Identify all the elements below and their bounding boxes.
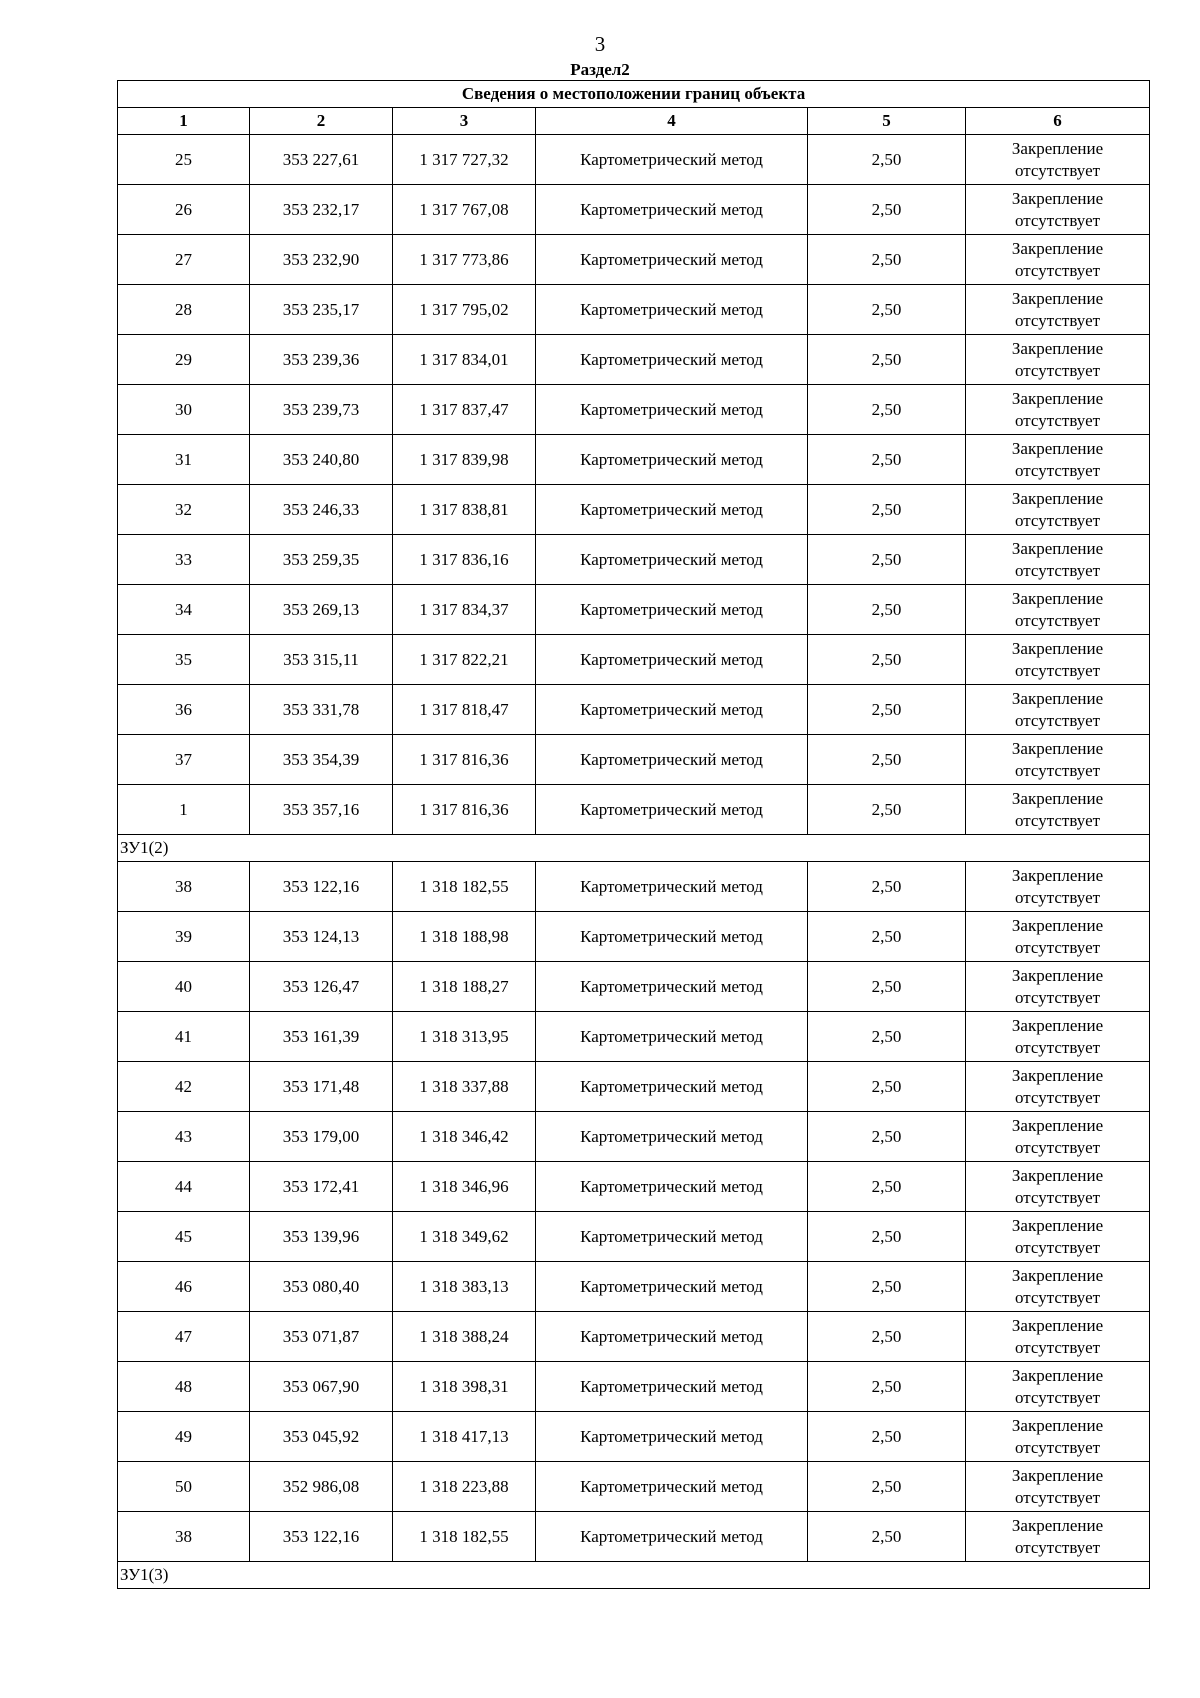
table-row bbox=[118, 1212, 1150, 1262]
method-cell: Картометрический метод bbox=[536, 135, 808, 185]
table-row bbox=[118, 185, 1150, 235]
method-cell: Картометрический метод bbox=[536, 185, 808, 235]
accuracy-cell: 2,50 bbox=[808, 385, 966, 435]
coordinate-x: 353 172,41 bbox=[250, 1162, 393, 1212]
coordinate-x: 353 067,90 bbox=[250, 1362, 393, 1412]
fixing-description bbox=[966, 862, 1150, 912]
coordinate-x: 353 354,39 bbox=[250, 735, 393, 785]
fixing-line-2: отсутствует bbox=[1015, 760, 1101, 780]
fixing-line-1: Закрепление bbox=[1011, 1215, 1104, 1235]
coordinate-y: 1 317 816,36 bbox=[393, 735, 536, 785]
fixing-line-2: отсутствует bbox=[1015, 310, 1101, 330]
table-row bbox=[118, 1112, 1150, 1162]
coordinate-y: 1 317 795,02 bbox=[393, 285, 536, 335]
table-row bbox=[118, 485, 1150, 535]
table-row bbox=[118, 1462, 1150, 1512]
point-number: 33 bbox=[118, 535, 250, 585]
column-header: 6 bbox=[966, 108, 1150, 135]
point-number: 44 bbox=[118, 1162, 250, 1212]
fixing-line-1: Закрепление bbox=[1011, 288, 1104, 308]
accuracy-cell: 2,50 bbox=[808, 1112, 966, 1162]
column-header: 5 bbox=[808, 108, 966, 135]
coordinate-x: 353 357,16 bbox=[250, 785, 393, 835]
fixing-line-2: отсутствует bbox=[1015, 210, 1101, 230]
coordinate-y: 1 317 822,21 bbox=[393, 635, 536, 685]
land-plot-label-3-row bbox=[118, 1562, 1150, 1589]
accuracy-cell: 2,50 bbox=[808, 235, 966, 285]
fixing-line-1: Закрепление bbox=[1011, 1365, 1104, 1385]
point-number: 45 bbox=[118, 1212, 250, 1262]
page-number: 3 bbox=[594, 32, 606, 56]
fixing-description bbox=[966, 1162, 1150, 1212]
fixing-line-1: Закрепление bbox=[1011, 1265, 1104, 1285]
accuracy-cell: 2,50 bbox=[808, 585, 966, 635]
table-row bbox=[118, 535, 1150, 585]
coordinate-y: 1 317 816,36 bbox=[393, 785, 536, 835]
fixing-line-2: отсутствует bbox=[1015, 710, 1101, 730]
accuracy-cell: 2,50 bbox=[808, 685, 966, 735]
fixing-line-2: отсутствует bbox=[1015, 360, 1101, 380]
column-header: 3 bbox=[393, 108, 536, 135]
fixing-line-2: отсутствует bbox=[1015, 1087, 1101, 1107]
table-row bbox=[118, 1312, 1150, 1362]
coordinate-y: 1 318 383,13 bbox=[393, 1262, 536, 1312]
fixing-description bbox=[966, 1462, 1150, 1512]
method-cell: Картометрический метод bbox=[536, 1512, 808, 1562]
coordinate-y: 1 318 349,62 bbox=[393, 1212, 536, 1262]
method-cell: Картометрический метод bbox=[536, 485, 808, 535]
fixing-line-2: отсутствует bbox=[1015, 510, 1101, 530]
fixing-line-1: Закрепление bbox=[1011, 915, 1104, 935]
fixing-line-1: Закрепление bbox=[1011, 588, 1104, 608]
accuracy-cell: 2,50 bbox=[808, 785, 966, 835]
point-number: 47 bbox=[118, 1312, 250, 1362]
coordinate-x: 353 227,61 bbox=[250, 135, 393, 185]
coordinate-y: 1 318 182,55 bbox=[393, 862, 536, 912]
accuracy-cell: 2,50 bbox=[808, 1262, 966, 1312]
fixing-description bbox=[966, 1412, 1150, 1462]
fixing-description bbox=[966, 185, 1150, 235]
point-number: 26 bbox=[118, 185, 250, 235]
table-row bbox=[118, 1012, 1150, 1062]
table-row bbox=[118, 785, 1150, 835]
method-cell: Картометрический метод bbox=[536, 685, 808, 735]
table-row bbox=[118, 912, 1150, 962]
coordinate-x: 353 071,87 bbox=[250, 1312, 393, 1362]
fixing-line-2: отсутствует bbox=[1015, 1137, 1101, 1157]
coordinate-y: 1 317 767,08 bbox=[393, 185, 536, 235]
fixing-description bbox=[966, 735, 1150, 785]
accuracy-cell: 2,50 bbox=[808, 1012, 966, 1062]
coordinate-y: 1 317 839,98 bbox=[393, 435, 536, 485]
fixing-description bbox=[966, 635, 1150, 685]
fixing-line-1: Закрепление bbox=[1011, 388, 1104, 408]
fixing-description bbox=[966, 912, 1150, 962]
accuracy-cell: 2,50 bbox=[808, 1062, 966, 1112]
point-number: 38 bbox=[118, 1512, 250, 1562]
coordinate-y: 1 317 834,37 bbox=[393, 585, 536, 635]
accuracy-cell: 2,50 bbox=[808, 1312, 966, 1362]
coordinate-x: 353 269,13 bbox=[250, 585, 393, 635]
table-row bbox=[118, 1262, 1150, 1312]
land-plot-label-2-row bbox=[118, 835, 1150, 862]
method-cell: Картометрический метод bbox=[536, 285, 808, 335]
accuracy-cell: 2,50 bbox=[808, 135, 966, 185]
coordinate-x: 353 239,36 bbox=[250, 335, 393, 385]
point-number: 41 bbox=[118, 1012, 250, 1062]
fixing-line-1: Закрепление bbox=[1011, 1465, 1104, 1485]
fixing-line-2: отсутствует bbox=[1015, 1337, 1101, 1357]
fixing-line-2: отсутствует bbox=[1015, 610, 1101, 630]
point-number: 31 bbox=[118, 435, 250, 485]
coordinate-x: 353 171,48 bbox=[250, 1062, 393, 1112]
fixing-line-1: Закрепление bbox=[1011, 338, 1104, 358]
table-row bbox=[118, 335, 1150, 385]
coordinate-x: 353 045,92 bbox=[250, 1412, 393, 1462]
table-row bbox=[118, 862, 1150, 912]
accuracy-cell: 2,50 bbox=[808, 1162, 966, 1212]
method-cell: Картометрический метод bbox=[536, 1312, 808, 1362]
fixing-line-1: Закрепление bbox=[1011, 865, 1104, 885]
accuracy-cell: 2,50 bbox=[808, 485, 966, 535]
coordinate-x: 353 122,16 bbox=[250, 1512, 393, 1562]
fixing-description bbox=[966, 1512, 1150, 1562]
coordinate-x: 353 126,47 bbox=[250, 962, 393, 1012]
fixing-line-2: отсутствует bbox=[1015, 1237, 1101, 1257]
fixing-line-2: отсутствует bbox=[1015, 1187, 1101, 1207]
fixing-line-2: отсутствует bbox=[1015, 160, 1101, 180]
point-number: 1 bbox=[118, 785, 250, 835]
coordinate-x: 353 161,39 bbox=[250, 1012, 393, 1062]
fixing-line-2: отсутствует bbox=[1015, 937, 1101, 957]
accuracy-cell: 2,50 bbox=[808, 735, 966, 785]
fixing-line-1: Закрепление bbox=[1011, 738, 1104, 758]
fixing-line-1: Закрепление bbox=[1011, 538, 1104, 558]
table-row bbox=[118, 685, 1150, 735]
fixing-line-2: отсутствует bbox=[1015, 1437, 1101, 1457]
fixing-description bbox=[966, 1312, 1150, 1362]
point-number: 46 bbox=[118, 1262, 250, 1312]
fixing-line-1: Закрепление bbox=[1011, 1015, 1104, 1035]
fixing-description bbox=[966, 335, 1150, 385]
coordinate-y: 1 317 727,32 bbox=[393, 135, 536, 185]
accuracy-cell: 2,50 bbox=[808, 1412, 966, 1462]
point-number: 49 bbox=[118, 1412, 250, 1462]
coordinate-y: 1 318 223,88 bbox=[393, 1462, 536, 1512]
point-number: 37 bbox=[118, 735, 250, 785]
fixing-line-2: отсутствует bbox=[1015, 560, 1101, 580]
accuracy-cell: 2,50 bbox=[808, 185, 966, 235]
land-plot-label-3: ЗУ1(3) bbox=[118, 1562, 1150, 1589]
fixing-line-1: Закрепление bbox=[1011, 438, 1104, 458]
fixing-line-2: отсутствует bbox=[1015, 260, 1101, 280]
method-cell: Картометрический метод bbox=[536, 912, 808, 962]
coordinate-y: 1 318 188,98 bbox=[393, 912, 536, 962]
fixing-line-2: отсутствует bbox=[1015, 410, 1101, 430]
fixing-line-1: Закрепление bbox=[1011, 965, 1104, 985]
fixing-line-1: Закрепление bbox=[1011, 1165, 1104, 1185]
coordinate-y: 1 318 313,95 bbox=[393, 1012, 536, 1062]
fixing-line-1: Закрепление bbox=[1011, 1315, 1104, 1335]
fixing-description bbox=[966, 1112, 1150, 1162]
coordinate-y: 1 317 773,86 bbox=[393, 235, 536, 285]
coordinate-y: 1 318 388,24 bbox=[393, 1312, 536, 1362]
coordinate-x: 353 259,35 bbox=[250, 535, 393, 585]
fixing-description bbox=[966, 285, 1150, 335]
coordinate-y: 1 318 346,42 bbox=[393, 1112, 536, 1162]
fixing-description bbox=[966, 485, 1150, 535]
method-cell: Картометрический метод bbox=[536, 585, 808, 635]
accuracy-cell: 2,50 bbox=[808, 912, 966, 962]
fixing-line-1: Закрепление bbox=[1011, 1415, 1104, 1435]
accuracy-cell: 2,50 bbox=[808, 1462, 966, 1512]
accuracy-cell: 2,50 bbox=[808, 435, 966, 485]
coordinate-x: 353 235,17 bbox=[250, 285, 393, 335]
fixing-line-1: Закрепление bbox=[1011, 1065, 1104, 1085]
method-cell: Картометрический метод bbox=[536, 862, 808, 912]
fixing-description bbox=[966, 1212, 1150, 1262]
coordinate-y: 1 317 838,81 bbox=[393, 485, 536, 535]
fixing-line-1: Закрепление bbox=[1011, 188, 1104, 208]
table-row bbox=[118, 635, 1150, 685]
point-number: 42 bbox=[118, 1062, 250, 1112]
table-row bbox=[118, 735, 1150, 785]
coordinate-y: 1 318 337,88 bbox=[393, 1062, 536, 1112]
fixing-line-2: отсутствует bbox=[1015, 1287, 1101, 1307]
method-cell: Картометрический метод bbox=[536, 1412, 808, 1462]
table-row bbox=[118, 235, 1150, 285]
fixing-line-1: Закрепление bbox=[1011, 688, 1104, 708]
fixing-line-1: Закрепление bbox=[1011, 1115, 1104, 1135]
method-cell: Картометрический метод bbox=[536, 535, 808, 585]
coordinate-x: 353 246,33 bbox=[250, 485, 393, 535]
method-cell: Картометрический метод bbox=[536, 435, 808, 485]
table-caption: Сведения о местоположении границ объекта bbox=[118, 81, 1150, 108]
point-number: 29 bbox=[118, 335, 250, 385]
method-cell: Картометрический метод bbox=[536, 1212, 808, 1262]
coordinate-y: 1 318 417,13 bbox=[393, 1412, 536, 1462]
accuracy-cell: 2,50 bbox=[808, 535, 966, 585]
coordinate-x: 353 080,40 bbox=[250, 1262, 393, 1312]
method-cell: Картометрический метод bbox=[536, 1362, 808, 1412]
land-plot-label-2: ЗУ1(2) bbox=[118, 835, 1150, 862]
fixing-description bbox=[966, 385, 1150, 435]
table-caption-row bbox=[118, 81, 1150, 108]
method-cell: Картометрический метод bbox=[536, 635, 808, 685]
coordinate-x: 353 239,73 bbox=[250, 385, 393, 435]
fixing-line-1: Закрепление bbox=[1011, 238, 1104, 258]
fixing-line-1: Закрепление bbox=[1011, 488, 1104, 508]
accuracy-cell: 2,50 bbox=[808, 1212, 966, 1262]
fixing-line-1: Закрепление bbox=[1011, 1515, 1104, 1535]
point-number: 32 bbox=[118, 485, 250, 535]
table-header-row bbox=[118, 108, 1150, 135]
method-cell: Картометрический метод bbox=[536, 962, 808, 1012]
method-cell: Картометрический метод bbox=[536, 1162, 808, 1212]
table-row bbox=[118, 385, 1150, 435]
table-row bbox=[118, 1362, 1150, 1412]
fixing-line-2: отсутствует bbox=[1015, 460, 1101, 480]
accuracy-cell: 2,50 bbox=[808, 862, 966, 912]
coordinate-x: 353 315,11 bbox=[250, 635, 393, 685]
coordinate-x: 353 179,00 bbox=[250, 1112, 393, 1162]
coordinate-y: 1 318 398,31 bbox=[393, 1362, 536, 1412]
fixing-line-1: Закрепление bbox=[1011, 788, 1104, 808]
method-cell: Картометрический метод bbox=[536, 235, 808, 285]
method-cell: Картометрический метод bbox=[536, 1462, 808, 1512]
point-number: 50 bbox=[118, 1462, 250, 1512]
method-cell: Картометрический метод bbox=[536, 1012, 808, 1062]
table-row bbox=[118, 962, 1150, 1012]
coordinate-y: 1 317 836,16 bbox=[393, 535, 536, 585]
coordinate-x: 353 232,17 bbox=[250, 185, 393, 235]
fixing-line-1: Закрепление bbox=[1011, 138, 1104, 158]
method-cell: Картометрический метод bbox=[536, 1112, 808, 1162]
accuracy-cell: 2,50 bbox=[808, 335, 966, 385]
point-number: 30 bbox=[118, 385, 250, 435]
point-number: 34 bbox=[118, 585, 250, 635]
method-cell: Картометрический метод bbox=[536, 1262, 808, 1312]
column-header: 2 bbox=[250, 108, 393, 135]
point-number: 43 bbox=[118, 1112, 250, 1162]
coordinate-y: 1 317 818,47 bbox=[393, 685, 536, 735]
fixing-line-2: отсутствует bbox=[1015, 1487, 1101, 1507]
point-number: 28 bbox=[118, 285, 250, 335]
method-cell: Картометрический метод bbox=[536, 385, 808, 435]
fixing-description bbox=[966, 535, 1150, 585]
coordinate-x: 353 331,78 bbox=[250, 685, 393, 735]
coordinate-y: 1 318 188,27 bbox=[393, 962, 536, 1012]
point-number: 35 bbox=[118, 635, 250, 685]
fixing-line-2: отсутствует bbox=[1015, 1037, 1101, 1057]
fixing-description bbox=[966, 135, 1150, 185]
fixing-description bbox=[966, 685, 1150, 735]
accuracy-cell: 2,50 bbox=[808, 635, 966, 685]
fixing-line-2: отсутствует bbox=[1015, 1387, 1101, 1407]
fixing-line-2: отсутствует bbox=[1015, 1537, 1101, 1557]
fixing-description bbox=[966, 785, 1150, 835]
fixing-description bbox=[966, 1062, 1150, 1112]
fixing-description bbox=[966, 435, 1150, 485]
method-cell: Картометрический метод bbox=[536, 1062, 808, 1112]
accuracy-cell: 2,50 bbox=[808, 285, 966, 335]
point-number: 27 bbox=[118, 235, 250, 285]
point-number: 38 bbox=[118, 862, 250, 912]
boundary-coordinates-table bbox=[117, 80, 1150, 1589]
fixing-line-2: отсутствует bbox=[1015, 810, 1101, 830]
method-cell: Картометрический метод bbox=[536, 735, 808, 785]
coordinate-y: 1 317 837,47 bbox=[393, 385, 536, 435]
method-cell: Картометрический метод bbox=[536, 335, 808, 385]
table-row bbox=[118, 1412, 1150, 1462]
column-header: 4 bbox=[536, 108, 808, 135]
table-row bbox=[118, 585, 1150, 635]
table-row bbox=[118, 285, 1150, 335]
fixing-line-2: отсутствует bbox=[1015, 987, 1101, 1007]
coordinate-x: 353 122,16 bbox=[250, 862, 393, 912]
coordinate-x: 353 124,13 bbox=[250, 912, 393, 962]
accuracy-cell: 2,50 bbox=[808, 1512, 966, 1562]
point-number: 48 bbox=[118, 1362, 250, 1412]
accuracy-cell: 2,50 bbox=[808, 962, 966, 1012]
table-row bbox=[118, 435, 1150, 485]
coordinate-x: 353 240,80 bbox=[250, 435, 393, 485]
fixing-description bbox=[966, 1262, 1150, 1312]
coordinate-y: 1 318 182,55 bbox=[393, 1512, 536, 1562]
section-title: Раздел2 bbox=[570, 60, 630, 79]
table-row bbox=[118, 1512, 1150, 1562]
fixing-description bbox=[966, 235, 1150, 285]
fixing-line-2: отсутствует bbox=[1015, 660, 1101, 680]
fixing-description bbox=[966, 962, 1150, 1012]
table-row bbox=[118, 1062, 1150, 1112]
point-number: 39 bbox=[118, 912, 250, 962]
point-number: 36 bbox=[118, 685, 250, 735]
table-row bbox=[118, 1162, 1150, 1212]
coordinate-y: 1 318 346,96 bbox=[393, 1162, 536, 1212]
point-number: 25 bbox=[118, 135, 250, 185]
accuracy-cell: 2,50 bbox=[808, 1362, 966, 1412]
fixing-description bbox=[966, 1012, 1150, 1062]
fixing-line-1: Закрепление bbox=[1011, 638, 1104, 658]
method-cell: Картометрический метод bbox=[536, 785, 808, 835]
table-row bbox=[118, 135, 1150, 185]
coordinate-x: 352 986,08 bbox=[250, 1462, 393, 1512]
column-header: 1 bbox=[118, 108, 250, 135]
fixing-description bbox=[966, 585, 1150, 635]
coordinate-x: 353 232,90 bbox=[250, 235, 393, 285]
coordinate-x: 353 139,96 bbox=[250, 1212, 393, 1262]
point-number: 40 bbox=[118, 962, 250, 1012]
coordinate-y: 1 317 834,01 bbox=[393, 335, 536, 385]
fixing-description bbox=[966, 1362, 1150, 1412]
fixing-line-2: отсутствует bbox=[1015, 887, 1101, 907]
